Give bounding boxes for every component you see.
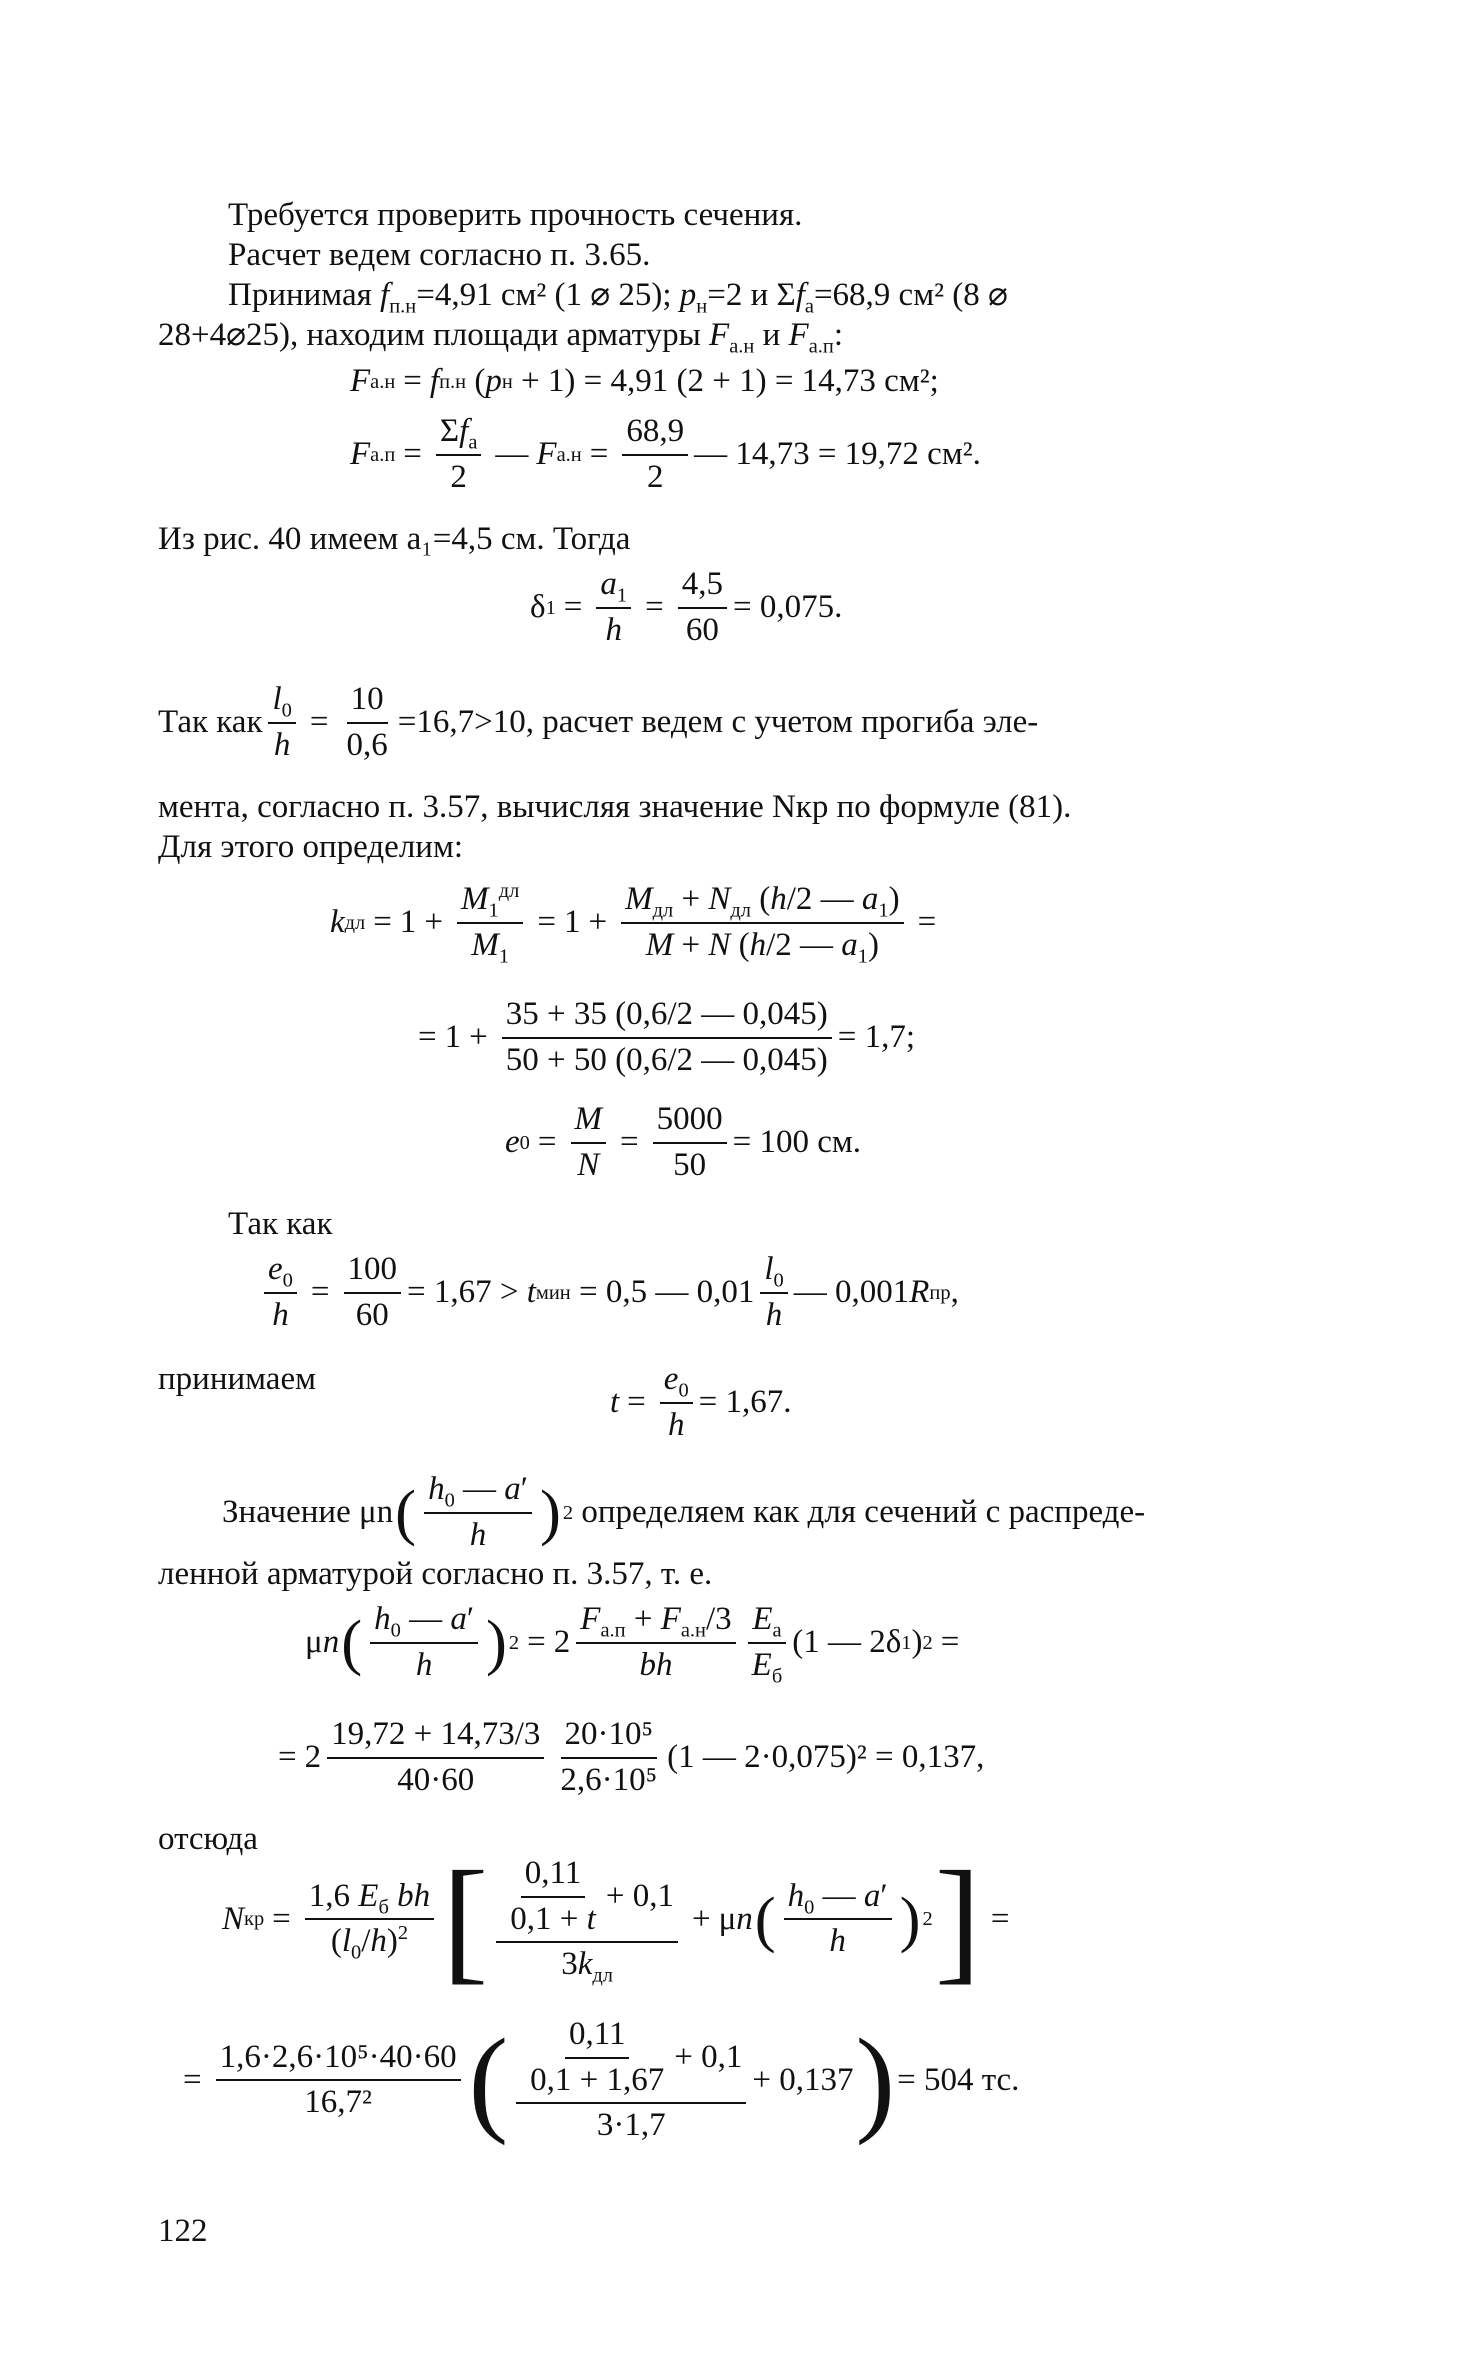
equation-mun: μ n ( $\frac{h_0 — a'}{h}$ ) 2 = 2 $\frac{F_{а.п} + F_{а.н}/3}{bh}$ $\frac{E_а}{E_б}$ (1 — 2δ 1 ) 2 =	[305, 1601, 960, 1688]
fraction: $\frac{M}{N}$	[571, 1100, 607, 1185]
equation-delta: δ 1 = $\frac{a_1}{h}$ = $\frac{4,5}{60}$ = 0,075.	[530, 565, 842, 650]
fraction: $\frac{\Sigma f_а}{2}$	[436, 412, 481, 497]
equation-ncr-numeric: = $\frac{\text{1,6·2,6·10⁵·40·60}}{\text{16,7²}}$ ( $\frac{0,11}{0,1 + 1,67}$ + 0,1 3·1,7 + 0,137 ) = 504 тс.	[183, 2013, 1020, 2146]
equation-ncr: N кр = $\frac{1,6 E_б bh}{(l_0/h)^2}$ [ $\frac{0,11}{0,1 + t}$ + 0,1 $3k_{дл}$ + μ n ( $\frac{h_0 — a'}{h}$ ) 2 ] =	[222, 1842, 1010, 1996]
equation-text: = 100 см.	[732, 1123, 862, 1160]
page-number: 122	[158, 2213, 208, 2249]
fraction: $\frac{h_0 — a'}{h}$	[370, 1600, 478, 1685]
equation-text: — 14,73 = 19,72 см².	[694, 435, 981, 472]
equation-fa-n: F а.н = f п.н ( p н + 1) = 4,91 (2 + 1) = 14,73 см²;	[350, 362, 939, 402]
fraction: $\frac{e_0}{h}$	[264, 1250, 297, 1335]
text-fragment: и	[754, 317, 789, 353]
fraction: $\frac{10}{0,6}$	[346, 681, 388, 763]
text-line-8: Для этого определим:	[158, 829, 464, 865]
text-line-6: Так как $\frac{l_0}{h}$ = $\frac{10}{0,6}$ =16,7>10, расчет ведем с учетом прогиба эле-	[158, 680, 1038, 765]
equation-text: — 0,001	[793, 1273, 910, 1310]
equation-e0: e 0 = $\frac{M}{N}$ = $\frac{5000}{50}$ = 100 см.	[505, 1100, 861, 1185]
equation-text: + 0,1	[674, 2038, 743, 2075]
fraction: $\frac{\text{20·10⁵}}{\text{2,6·10⁵}}$	[560, 1716, 658, 1798]
fraction: $\frac{68,9}{2}$	[622, 412, 688, 497]
fraction: $\frac{19,72 + 14,73/3}{40\cdot 60}$	[327, 1715, 544, 1800]
equation-fa-p: F а.п = $\frac{\Sigma f_а}{2}$ — F а.н = $\frac{68,9}{2}$ — 14,73 = 19,72 см².	[350, 412, 981, 497]
fraction: $\frac{\text{1,6·2,6·10⁵·40·60}}{\text{16,7²}}$	[216, 2038, 461, 2123]
fraction: $\frac{0,11}{0,1 + 1,67}$	[530, 2016, 665, 2098]
fraction: $\frac{5000}{50}$	[653, 1100, 727, 1185]
equation-text: (1 — 2·0,075)² = 0,137,	[667, 1738, 985, 1775]
fraction: $\frac{e_0}{h}$	[660, 1360, 693, 1445]
text-line-1: Требуется проверить прочность сечения.	[228, 197, 803, 233]
equation-text: = 1,67 >	[407, 1273, 519, 1310]
fraction: $\frac{0,11}{0,1 + 1,67}$ + 0,1 3·1,7	[516, 2015, 746, 2146]
equation-text: = 0,5 — 0,01	[578, 1273, 755, 1310]
equation-mun-numeric: = 2 $\frac{19,72 + 14,73/3}{40\cdot 60}$ $\frac{\text{20·10⁵}}{\text{2,6·10⁵}}$ (1 — 2·0,075)² = 0,137,	[270, 1715, 984, 1800]
equation-text: = 0,075.	[733, 588, 843, 625]
equation-text: = 504 тс.	[897, 2061, 1020, 2098]
text-line-10: принимаем	[158, 1361, 316, 1397]
equation-text: + 0,1	[605, 1877, 674, 1914]
fraction: $\frac{E_а}{E_б}$	[748, 1600, 787, 1685]
fraction: $\frac{100}{60}$	[344, 1250, 402, 1335]
equation-kdl-numeric: = 1 + $\frac{35 + 35 (0,6/2 — 0,045)}{50 + 50 (0,6/2 — 0,045)}$ = 1,7;	[410, 995, 915, 1080]
text-fragment: =16,7>10, расчет ведем с учетом прогиба эле-	[397, 703, 1039, 740]
equation-t: t = $\frac{e_0}{h}$ = 1,67.	[610, 1360, 792, 1445]
fraction: $\frac{4,5}{60}$	[678, 565, 727, 650]
text-fragment: =68,9 см² (8 ⌀	[813, 277, 1008, 313]
fraction: $\frac{l_0}{h}$	[760, 1250, 787, 1335]
text-fragment: определяем как для сечений с распреде-	[581, 1493, 1146, 1530]
text-line-11: Значение μn ( $\frac{h_0 — a'}{h}$ ) 2 определяем как для сечений с распреде-	[222, 1470, 1145, 1555]
fraction: $\frac{0,11}{0,1 + t}$	[510, 1854, 596, 1937]
text-line-3: Принимая $f_{п.н}=4,91$ см² (1 ⌀ 25); $p_н=2$ и $\Sigma f_а=68,9$ см² (8 ⌀	[228, 277, 1008, 318]
equation-e0-h: $\frac{e_0}{h}$ = $\frac{100}{60}$ = 1,67 > t мин = 0,5 — 0,01 $\frac{l_0}{h}$ — 0,001 R пр ,	[258, 1250, 959, 1335]
text-fragment: =4,91 см² (1 ⌀ 25);	[416, 277, 680, 313]
fraction: $\frac{35 + 35 (0,6/2 — 0,045)}{50 + 50 (0,6/2 — 0,045)}$	[502, 995, 832, 1080]
text-fragment: Значение μn	[222, 1493, 394, 1530]
fraction: $\frac{h_0 — a'}{h}$	[784, 1877, 892, 1962]
text-fragment: =2 и Σ	[707, 277, 796, 313]
text-line-4: 28+4⌀25), находим площади арматуры $F_{а.н}$ и $F_{а.п}$:	[158, 317, 843, 358]
text-line-12: ленной арматурой согласно п. 3.57, т. е.	[158, 1556, 713, 1592]
fraction: $\frac{a_1}{h}$	[596, 565, 631, 650]
text-fragment: Так как	[158, 703, 263, 740]
text-line-7: мента, согласно п. 3.57, вычисляя значение Nкр по формуле (81).	[158, 789, 1072, 825]
text-line-2	[228, 236, 650, 276]
fraction: $\frac{l_0}{h}$	[268, 680, 295, 765]
equation-text: = 1,67.	[698, 1383, 792, 1420]
text-line-5: Из рис. 40 имеем a₁=4,5 см. Тогда	[158, 521, 631, 557]
calc-text: Расчет ведем согласно п. 3.65.	[228, 237, 651, 273]
fraction: $\frac{M_1^{дл}}{M_1}$	[457, 880, 523, 965]
equation-text: = 4,91 (2 + 1) = 14,73 см²;	[583, 363, 939, 399]
text-fragment: 28+4⌀25), находим площади арматуры	[158, 317, 710, 353]
fraction: $\frac{F_{а.п} + F_{а.н}/3}{bh}$	[576, 1600, 735, 1685]
equation-text: = 1,7;	[837, 1018, 916, 1055]
fraction: $\frac{0,11}{0,1 + t}$ + 0,1 $3k_{дл}$	[496, 1854, 678, 1985]
text-fragment: :	[833, 317, 843, 353]
fraction: $\frac{h_0 — a'}{h}$	[424, 1470, 532, 1555]
equation-kdl: k дл = 1 + $\frac{M_1^{дл}}{M_1}$ = 1 + $\frac{M_{дл} + N_{дл} (h/2 — a_1)}{M + N (h/2 — a_1)}$ =	[330, 880, 937, 968]
fraction: $\frac{M_{дл} + N_{дл} (h/2 — a_1)}{M + N (h/2 — a_1)}$	[621, 880, 904, 965]
text-line-9: Так как	[228, 1206, 333, 1242]
text-line-13: отсюда	[158, 1821, 258, 1857]
text-fragment: Принимая	[228, 277, 381, 313]
fraction: $\frac{1,6 E_б bh}{(l_0/h)^2}$	[305, 1877, 434, 1962]
equation-text: + 0,137	[752, 2061, 854, 2098]
